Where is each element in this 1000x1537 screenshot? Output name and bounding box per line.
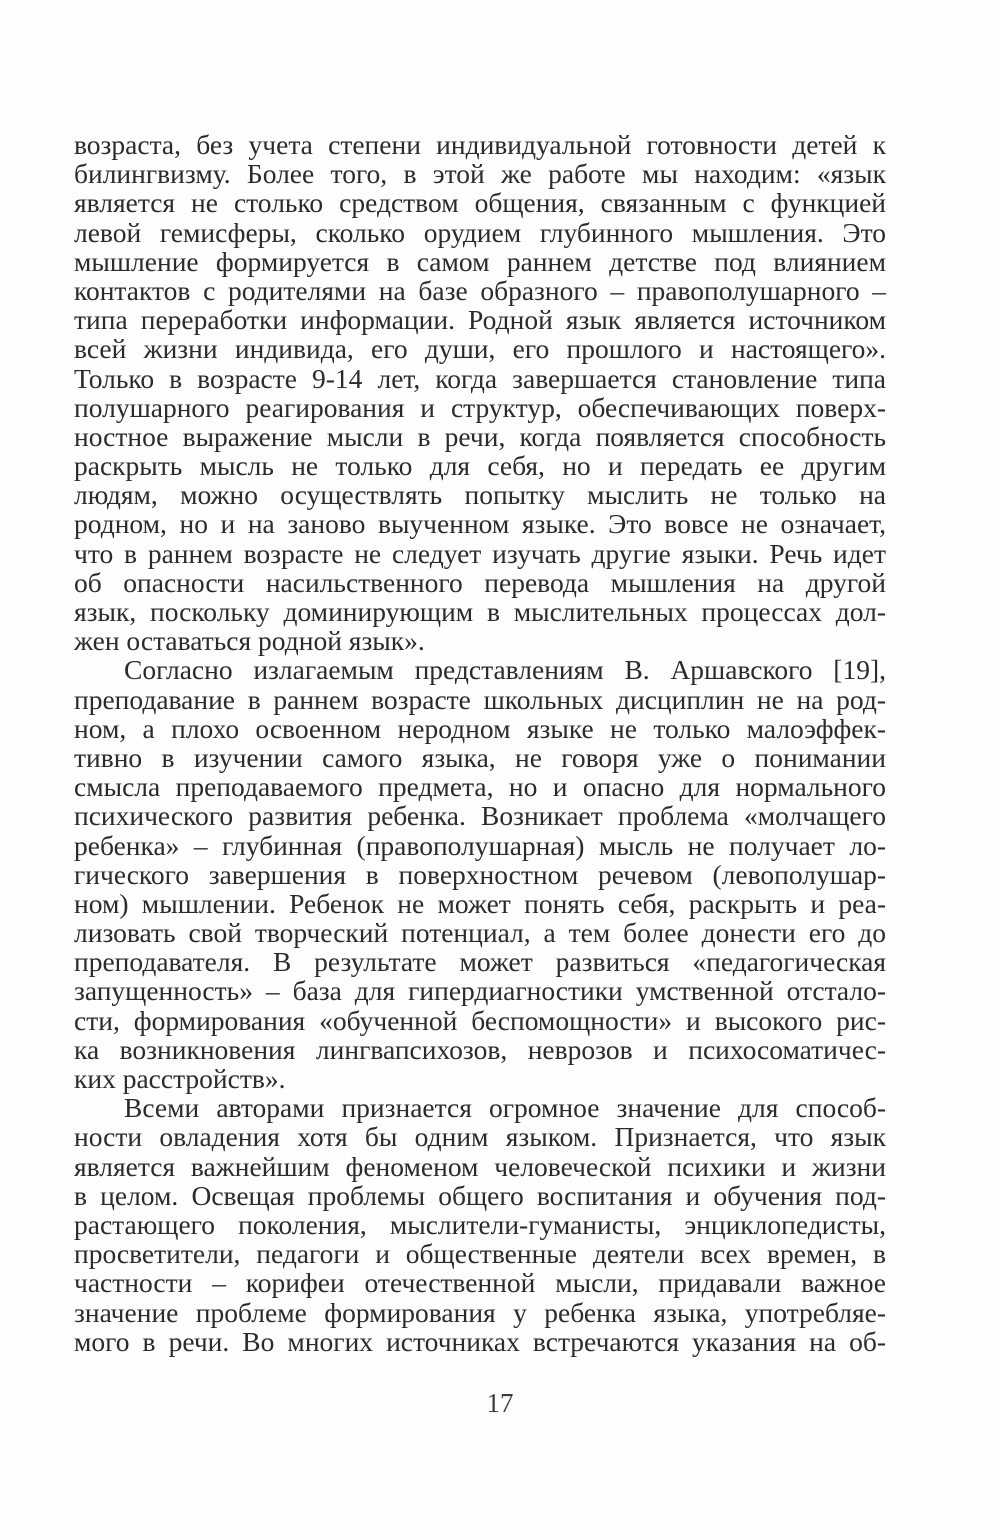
text-line: людям, можно осуществлять попытку мыслить не только на — [74, 479, 886, 511]
text-line: просветители, педагоги и общественные деятели всех времен, в — [74, 1238, 886, 1270]
text-line: Всеми авторами признается огромное значение для способ- — [124, 1092, 886, 1124]
text-line: левой гемисферы, сколько орудием глубинного мышления. Это — [74, 216, 886, 248]
text-line: жен оставаться родной язык». — [74, 625, 425, 657]
text-line: в целом. Освещая проблемы общего воспитания и обучения под- — [74, 1179, 886, 1211]
text-line: психического развития ребенка. Возникает проблема «молчащего — [74, 800, 886, 832]
text-line: растающего поколения, мыслители-гуманисты, энциклопедисты, — [74, 1208, 886, 1240]
text-line: Согласно излагаемым представлениям В. Аршавского [19], — [124, 654, 886, 686]
text-line: запущенность» – база для гипердиагностики умственной отстало- — [74, 975, 886, 1007]
text-line: возраста, без учета степени индивидуальной готовности детей к — [74, 129, 886, 160]
page-number: 17 — [486, 1388, 514, 1418]
text-line: мого в речи. Во многих источниках встречаются указания на об- — [74, 1325, 886, 1357]
text-line: Только в возрасте 9-14 лет, когда завершается становление типа — [74, 362, 886, 394]
text-line: смысла преподаваемого предмета, но и опасно для нормального — [74, 771, 886, 803]
text-line: преподавателя. В результате может развиться «педагогическая — [74, 946, 886, 978]
text-line: об опасности насильственного перевода мышления на другой — [74, 566, 886, 598]
text-line: типа переработки информации. Родной язык является источником — [74, 304, 886, 336]
text-line: всей жизни индивида, его души, его прошлого и настоящего». — [74, 333, 886, 365]
text-line: сти, формирования «обученной беспомощности» и высокого рис- — [74, 1004, 886, 1036]
text-line: мышление формируется в самом раннем детстве под влиянием — [74, 245, 886, 277]
paragraph — [74, 130, 886, 655]
text-line: является важнейшим феноменом человеческой психики и жизни — [74, 1150, 886, 1182]
text-line: контактов с родителями на базе образного – правополушарного – — [74, 274, 886, 306]
text-line: тивно в изучении самого языка, не говоря уже о понимании — [74, 741, 886, 773]
paragraph — [74, 1093, 886, 1356]
text-line: что в раннем возрасте не следует изучать другие языки. Речь идет — [74, 537, 886, 569]
text-line: преподавание в раннем возрасте школьных дисциплин не на род- — [74, 683, 886, 715]
text-line: частности – корифеи отечественной мысли, придавали важное — [74, 1267, 886, 1299]
text-line: билингвизму. Более того, в этой же работе мы находим: «язык — [74, 158, 886, 190]
text-line: ностное выражение мысли в речи, когда появляется способность — [74, 420, 886, 452]
text-line: ких расстройств». — [74, 1063, 286, 1094]
text-line: гического завершения в поверхностном речевом (левополушар- — [74, 858, 886, 890]
text-line: ка возникновения лингвапсихозов, неврозов и психосоматичес- — [74, 1033, 886, 1065]
text-line: ребенка» – глубинная (правополушарная) мысль не получает ло- — [74, 829, 886, 861]
text-line: ном, а плохо освоенном неродном языке не только малоэффек- — [74, 712, 886, 744]
text-line: ном) мышлении. Ребенок не может понять себя, раскрыть и реа- — [74, 887, 886, 919]
text-line: значение проблеме формирования у ребенка языка, употребляе- — [74, 1296, 886, 1328]
text-line: является не столько средством общения, связанным с функцией — [74, 187, 886, 219]
body-text — [74, 130, 886, 1356]
text-line: ности овладения хотя бы одним языком. Признается, что язык — [74, 1121, 886, 1153]
paragraph — [74, 655, 886, 1093]
text-line: родном, но и на заново выученном языке. Это вовсе не означает, — [74, 508, 886, 540]
text-line: лизовать свой творческий потенциал, а тем более донести его до — [74, 917, 886, 949]
text-line: раскрыть мысль не только для себя, но и передать ее другим — [74, 450, 886, 482]
text-line: полушарного реагирования и структур, обеспечивающих поверх- — [74, 391, 886, 423]
text-line: язык, поскольку доминирующим в мыслительных процессах дол- — [74, 596, 886, 627]
